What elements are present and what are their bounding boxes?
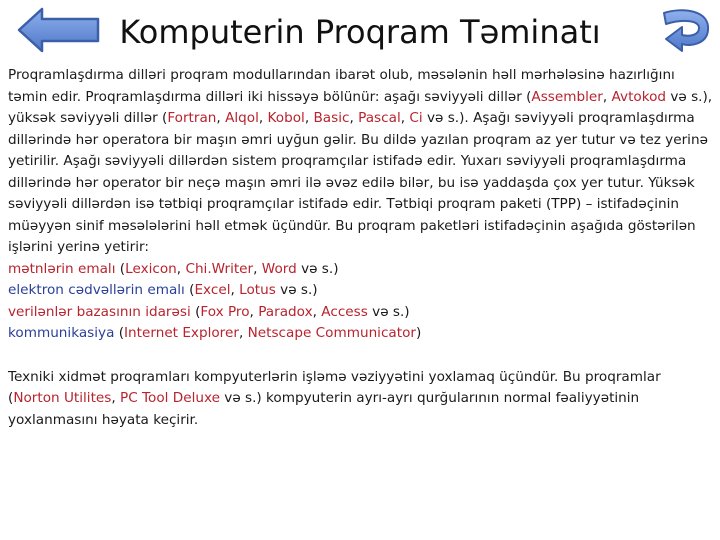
list-item-suffix: və s.)	[275, 282, 318, 298]
list-item-product: Paradox	[258, 303, 313, 320]
list-item-product: Word	[261, 260, 297, 277]
high-language: Pascal	[358, 110, 401, 126]
high-language: Ci	[409, 110, 423, 126]
list-item-product: Chi.Writer	[185, 260, 254, 277]
list-item-product: Lexicon	[125, 260, 177, 277]
low-language: Assembler	[531, 88, 603, 105]
list-item: mətnlərin emalı (Lexicon, Chi.Writer, Word və s.)	[8, 260, 339, 277]
slide-body	[8, 65, 714, 431]
list-item: verilənlər bazasının idarəsi (Fox Pro, Paradox, Access və s.)	[8, 303, 410, 320]
list-item-suffix: və s.)	[367, 303, 410, 320]
list-item-product: Netscape Communicator	[247, 325, 416, 341]
list-item-product: Internet Explorer	[124, 325, 239, 341]
list-item-label: verilənlər bazasının idarəsi	[8, 303, 191, 320]
return-arrow-icon[interactable]	[660, 4, 714, 58]
list-item-suffix: )	[416, 325, 422, 341]
paragraph-text: və s.), yüksək səviyyəli dillər (	[8, 88, 713, 126]
paragraph-text: Texniki xidmət proqramları kompyuterlərin işləmə vəziyyətini yoxlamaq üçündür. Bu proqramlar (	[8, 368, 661, 406]
low-language: Avtokod	[611, 88, 667, 105]
list-item: kommunikasiya (Internet Explorer, Netscape Communicator)	[8, 325, 422, 341]
utility-tool: PC Tool Deluxe	[120, 390, 220, 406]
high-language: Alqol	[225, 110, 259, 126]
list-item-label: mətnlərin emalı	[8, 260, 116, 277]
paragraph-text: və s.). Aşağı səviyyəli proqramlaşdırma dillərində hər operatora bir maşın əmri uyğun gəlir. Bu dildə yazılan proqram az yer tutur və tez yerinə yetirilir. Aşağı səviyyəli dillərdən sistem proqramçılar istifadə edir. Yuxarı səviyyəli proqramlaşdırma dillərində hər operator bir neçə maşın əmri ilə əvəz edilə bilər, bu isə yaddaşda çox yer tutur. Yüksək səviyyəli dillərdən isə tətbiqi proqramçılar istifadə edir. Tətbiqi proqram paketi (TPP) – istifadəçinin müəyyən sinif məsələlərini həll etmək üçündür. Bu proqram paketləri istifadəçinin aşağıda göstərilən işlərini yerinə yetirir:	[8, 110, 708, 255]
utility-tool: Norton Utilites	[13, 390, 112, 406]
list-item-label: elektron cədvəllərin emalı	[8, 282, 185, 298]
list-item-product: Fox Pro	[200, 303, 250, 320]
list-item-product: Excel	[194, 282, 231, 298]
page-title: Komputerin Proqram Təminatı	[119, 13, 601, 51]
high-language: Basic	[313, 110, 350, 126]
paragraph-text: Proqramlaşdırma dilləri proqram modullarından ibarət olub, məsələnin həll mərhələsinə hazırlığını təmin edir. Proqramlaşdırma dilləri iki hissəyə bölünür: aşağı səviyyəli dillər (	[8, 67, 675, 105]
list-item: elektron cədvəllərin emalı (Excel, Lotus və s.)	[8, 282, 318, 298]
paragraph-languages: Proqramlaşdırma dilləri proqram modullarından ibarət olub, məsələnin həll mərhələsinə hazırlığını təmin edir. Proqramlaşdırma dilləri iki hissəyə bölünür: aşağı səviyyəli dillər (Assembler, Avtokod və s.), yüksək səviyyəli dillər (Fortran, Alqol, Kobol, Basic, Pascal, Ci və s.). Aşağı səviyyəli proqramlaşdırma dillərində hər operatora bir maşın əmri uyğun gəlir. Bu dildə yazılan proqram az yer tutur və tez yerinə yetirilir. Aşağı səviyyəli dillərdən sistem proqramçılar istifadə edir. Yuxarı səviyyəli proqramlaşdırma dillərində hər operator bir neçə maşın əmri ilə əvəz edilə bilər, bu isə yaddaşda çox yer tutur. Yüksək səviyyəli dillərdən isə tətbiqi proqramçılar istifadə edir. Tətbiqi proqram paketi (TPP) – istifadəçinin müəyyən sinif məsələlərini həll etmək üçündür. Bu proqram paketləri istifadəçinin aşağıda göstərilən işlərini yerinə yetirir:	[8, 67, 713, 255]
list-item-product: Lotus	[239, 282, 276, 298]
list-item-product: Access	[321, 303, 368, 320]
spacer	[8, 345, 714, 367]
list-item-label: kommunikasiya	[8, 325, 115, 341]
high-language: Fortran	[167, 110, 217, 126]
paragraph-text: və s.) kompyuterin ayrı-ayrı qurğularının normal fəaliyyətinin yoxlanmasını həyata keçirir.	[8, 390, 640, 428]
paragraph-utilities: Texniki xidmət proqramları kompyuterlərin işləmə vəziyyətini yoxlamaq üçündür. Bu proqramlar (Norton Utilites, PC Tool Deluxe və s.) kompyuterin ayrı-ayrı qurğularının normal fəaliyyətinin yoxlanmasını həyata keçirir.	[8, 368, 661, 428]
high-language: Kobol	[267, 110, 305, 126]
list-item-suffix: və s.)	[296, 260, 339, 277]
